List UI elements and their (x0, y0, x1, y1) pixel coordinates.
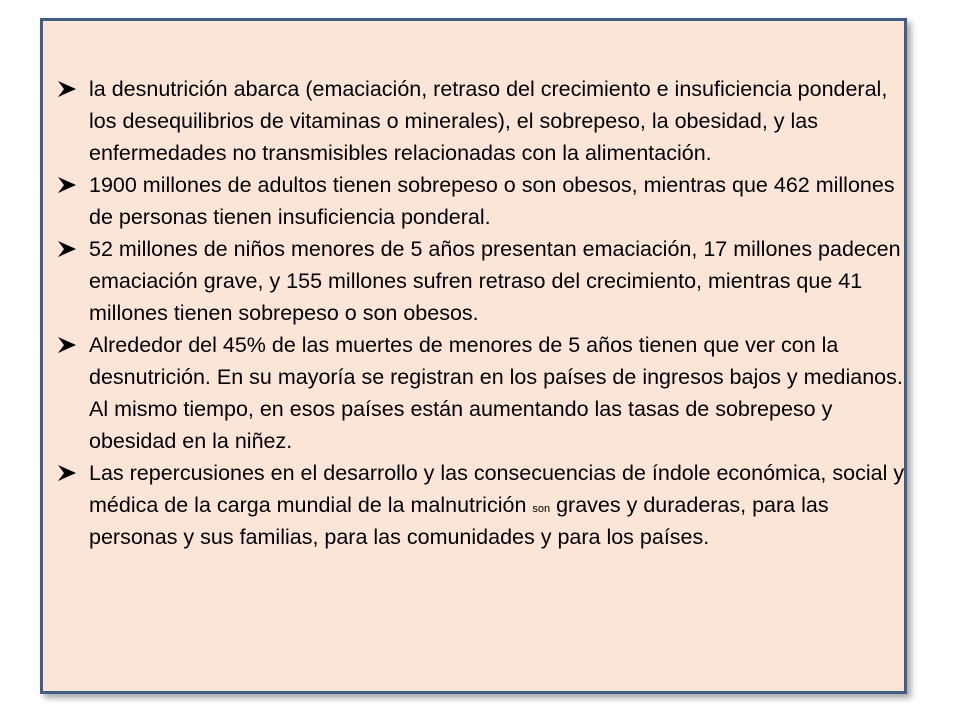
arrow-bullet-icon (58, 169, 78, 201)
bullet-item-children-statistics (55, 233, 907, 329)
bullet-list (55, 73, 907, 553)
arrow-bullet-icon (58, 457, 78, 489)
bullet-text-small: son (532, 503, 551, 515)
bullet-text: 1900 millones de adultos tienen sobrepeso o son obesos, mientras que 462 millones de personas tienen insuficiencia ponderal. (89, 173, 895, 229)
content-box (40, 18, 907, 694)
bullet-text-end: graves y duraderas, para las personas y sus familias, para las comunidades y para los países. (89, 493, 829, 549)
bullet-item-repercussions (55, 457, 907, 553)
bullet-text: 52 millones de niños menores de 5 años presentan emaciación, 17 millones padecen emaciación grave, y 155 millones sufren retraso del crecimiento, mientras que 41 millones tienen sobrepeso o son obesos. (89, 237, 901, 325)
bullet-text: la desnutrición abarca (emaciación, retraso del crecimiento e insuficiencia ponderal, los desequilibrios de vitaminas o minerales), el sobrepeso, la obesidad, y las enfermedades no transmisibles relacionadas con la alimentación. (89, 77, 888, 165)
bullet-item-child-deaths (55, 329, 907, 457)
arrow-bullet-icon (58, 233, 78, 265)
bullet-text: Alrededor del 45% de las muertes de menores de 5 años tienen que ver con la desnutrición. En su mayoría se registran en los países de ingresos bajos y medianos. Al mismo tiempo, en esos países están aumentando las tasas de sobrepeso y obesidad en la niñez. (89, 333, 903, 453)
bullet-item-adults-overweight (55, 169, 907, 233)
arrow-bullet-icon (58, 329, 78, 361)
bullet-item-malnutrition-definition (55, 73, 907, 169)
bullet-text-start: Las repercusiones en el desarrollo y las consecuencias de índole económica, social y médica de la carga mundial de la malnutrición (89, 461, 905, 517)
arrow-bullet-icon (58, 73, 78, 105)
